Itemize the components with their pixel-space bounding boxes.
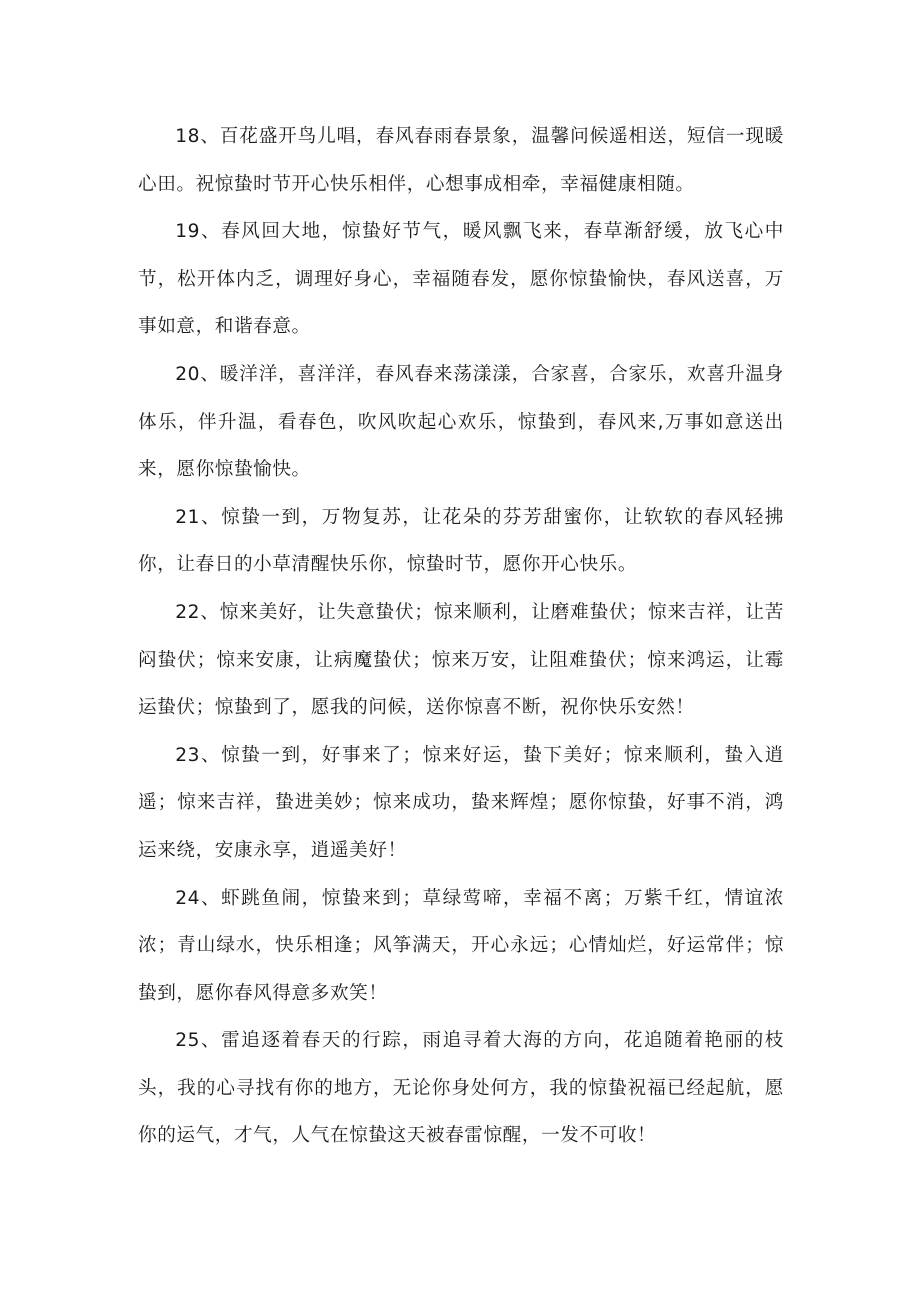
paragraph-18: 18、百花盛开鸟儿唱，春风春雨春景象，温馨问候遥相送，短信一现暖心田。祝惊蛰时节开心快乐相伴，心想事成相牵，幸福健康相随。 [138, 126, 784, 195]
paragraph-23: 23、惊蛰一到，好事来了；惊来好运，蛰下美好；惊来顺利，蛰入逍遥；惊来吉祥，蛰进美妙；惊来成功，蛰来辉煌；愿你惊蛰，好事不消，鸿运来绕，安康永享，逍遥美好！ [138, 744, 784, 861]
paragraph-25: 25、雷追逐着春天的行踪，雨追寻着大海的方向，花追随着艳丽的枝头，我的心寻找有你的地方，无论你身处何方，我的惊蛰祝福已经起航，愿你的运气，才气，人气在惊蛰这天被春雷惊醒，一发不可收！ [138, 1030, 784, 1147]
document-body [138, 113, 784, 1160]
paragraph-21: 21、惊蛰一到，万物复苏，让花朵的芬芳甜蜜你，让软软的春风轻拂你，让春日的小草清醒快乐你，惊蛰时节，愿你开心快乐。 [138, 506, 784, 576]
paragraph-24: 24、虾跳鱼闹，惊蛰来到；草绿莺啼，幸福不离；万紫千红，情谊浓浓；青山绿水，快乐相逢；风筝满天，开心永远；心情灿烂，好运常伴；惊蛰到，愿你春风得意多欢笑！ [138, 887, 784, 1004]
paragraph-19: 19、春风回大地，惊蛰好节气，暖风飘飞来，春草渐舒缓，放飞心中节，松开体内乏，调理好身心，幸福随春发，愿你惊蛰愉快，春风送喜，万事如意，和谐春意。 [138, 221, 784, 338]
paragraph-20: 20、暖洋洋，喜洋洋，春风春来荡漾漾，合家喜，合家乐，欢喜升温身体乐，伴升温，看春色，吹风吹起心欢乐，惊蛰到，春风来,万事如意送出来，愿你惊蛰愉快。 [138, 363, 784, 481]
paragraph-22: 22、惊来美好，让失意蛰伏；惊来顺利，让磨难蛰伏；惊来吉祥，让苦闷蛰伏；惊来安康，让病魔蛰伏；惊来万安，让阻难蛰伏；惊来鸿运，让霉运蛰伏；惊蛰到了，愿我的问候，送你惊喜不断，祝你快乐安然！ [138, 601, 784, 719]
